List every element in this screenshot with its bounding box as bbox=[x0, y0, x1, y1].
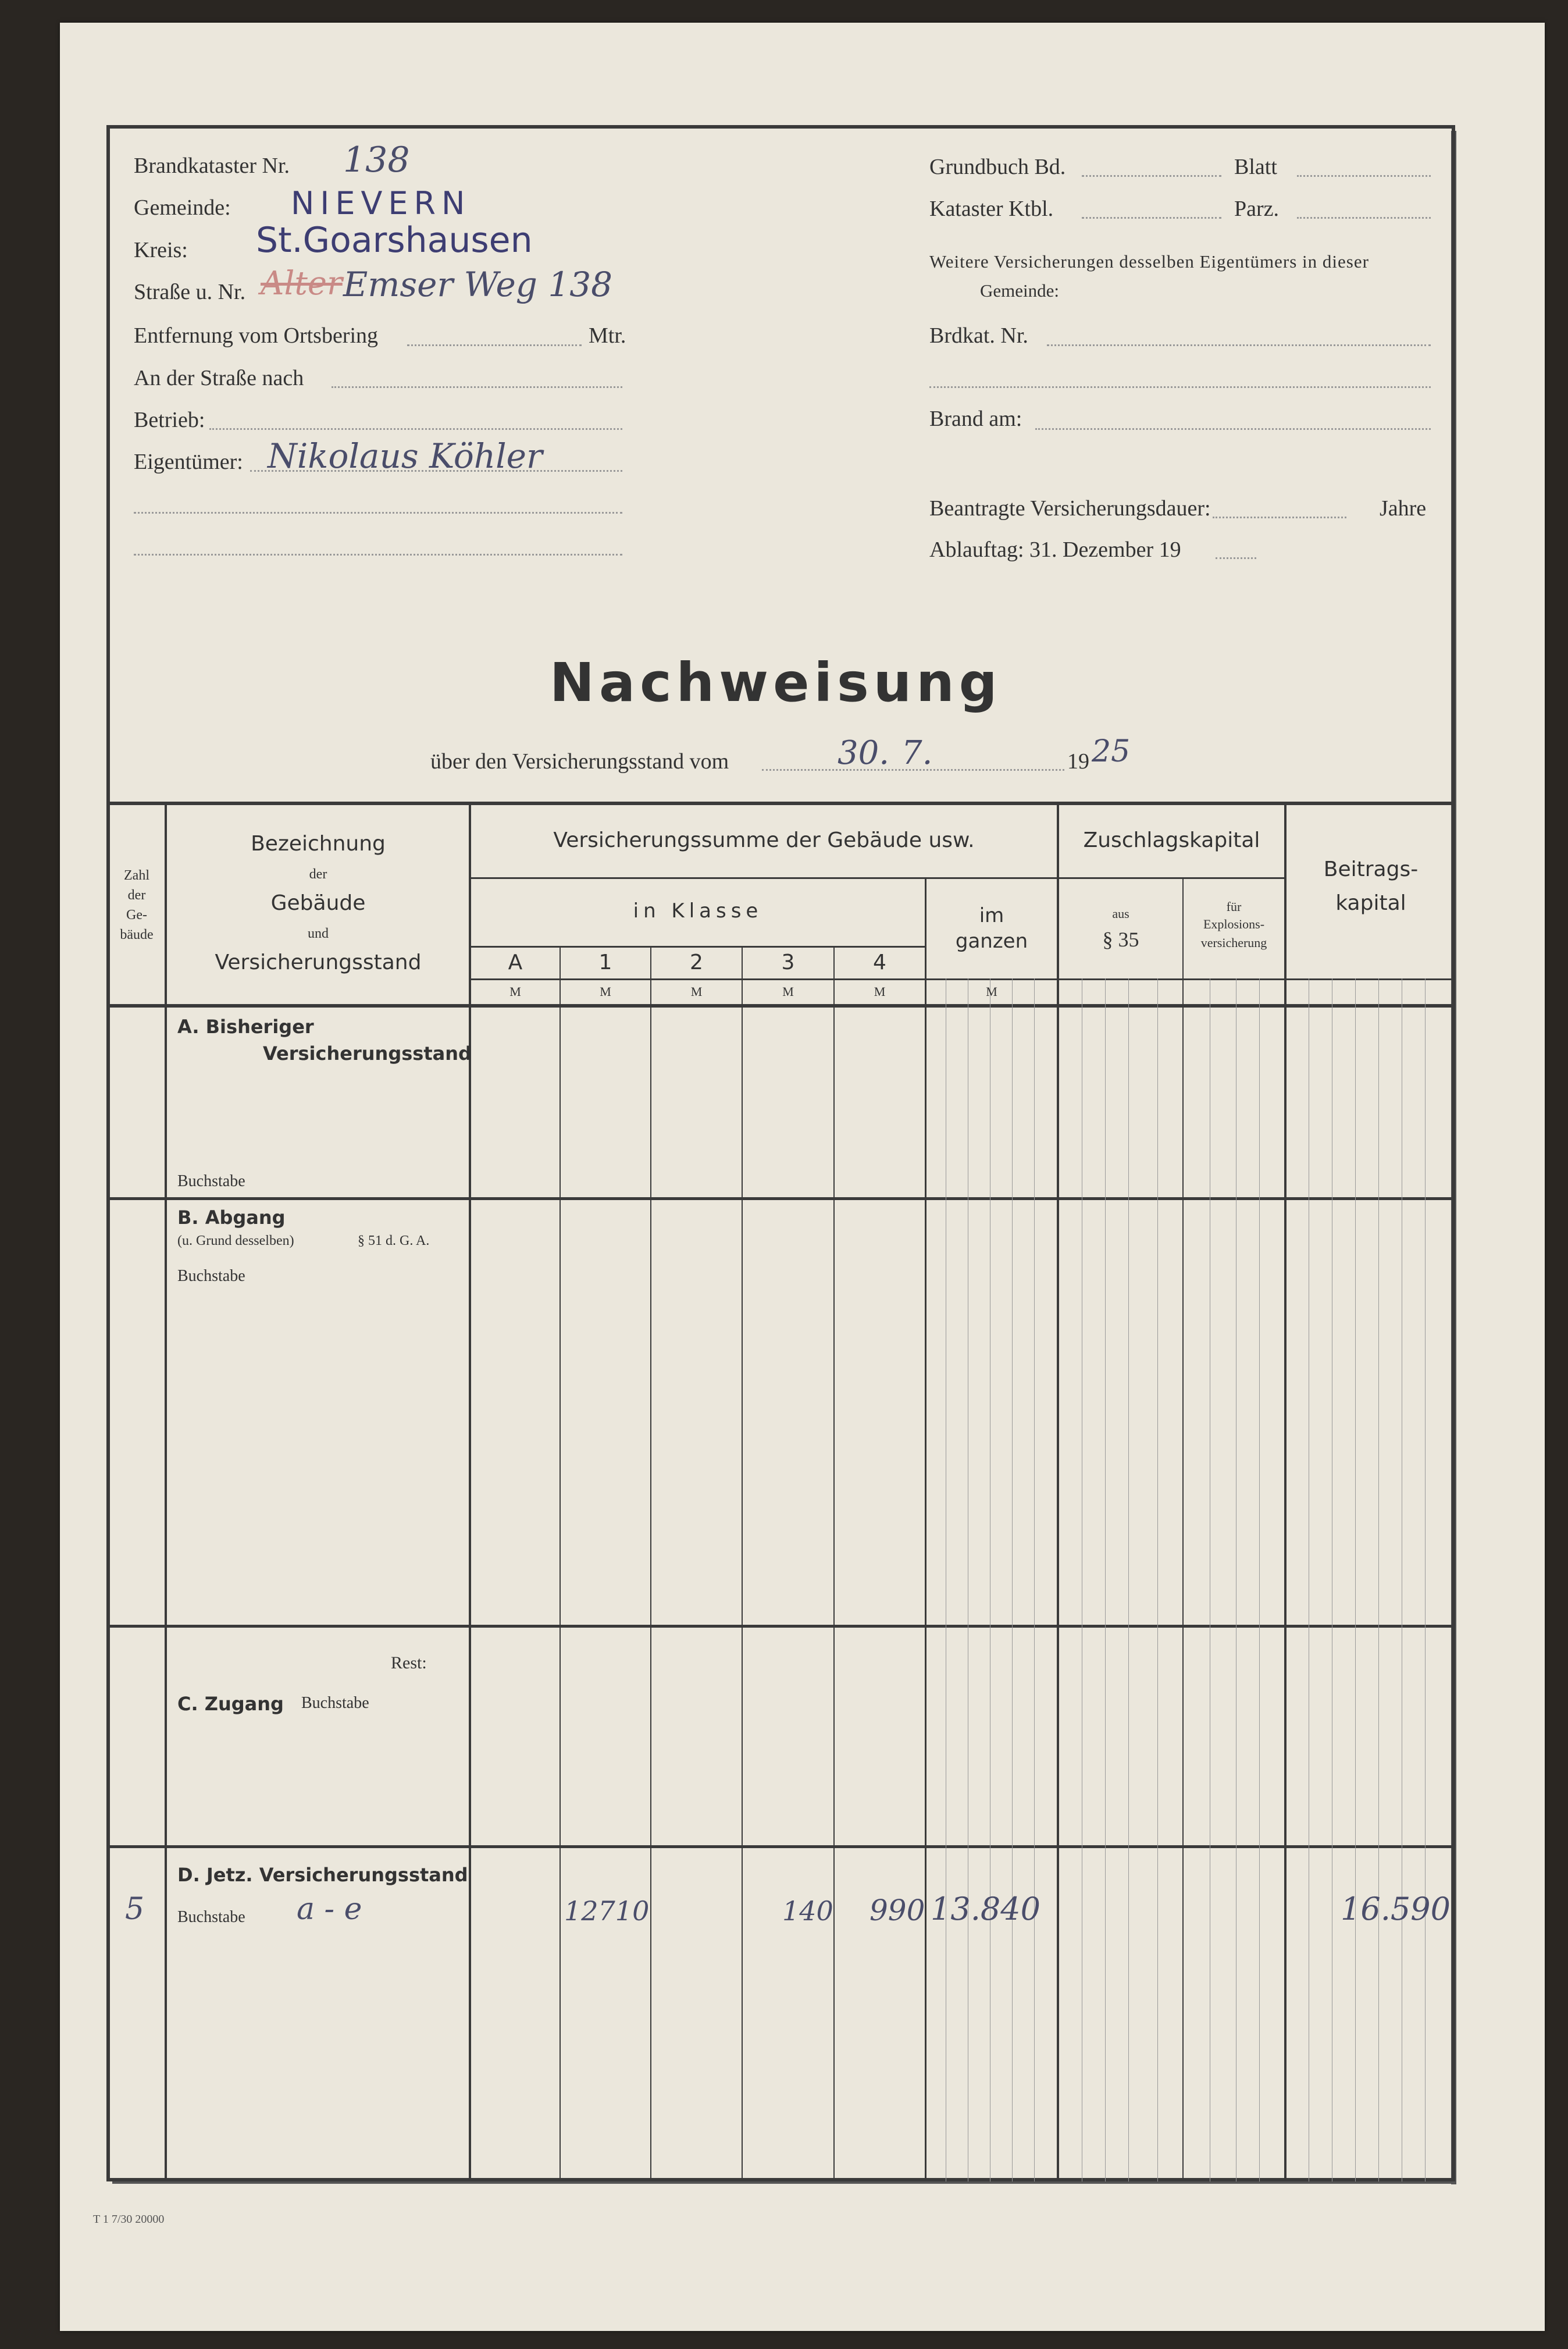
explosion-header-2: versicherung bbox=[1200, 935, 1267, 950]
ruling-line bbox=[1355, 978, 1356, 2181]
bezeichnung-header-und: und bbox=[308, 926, 329, 941]
grundbuch-label: Grundbuch Bd. bbox=[929, 155, 1066, 179]
kataster-dots bbox=[1082, 217, 1221, 219]
unit-label: M bbox=[690, 984, 703, 999]
an-der-strasse-dots bbox=[332, 386, 622, 388]
dauer-dots bbox=[1213, 517, 1346, 518]
section-d-buchstabe: Buchstabe bbox=[177, 1908, 245, 1926]
col-divider-1 bbox=[650, 946, 651, 2181]
ruling-line bbox=[1012, 978, 1013, 2181]
eigentuemer-dots bbox=[250, 470, 622, 472]
ablauftag-dots bbox=[1216, 557, 1256, 559]
gemeinde-stamp: NIEVERN bbox=[291, 185, 471, 222]
brdkat-dots-2 bbox=[929, 386, 1431, 388]
betrieb-dots bbox=[209, 428, 622, 430]
beitrag-header-2: kapital bbox=[1335, 891, 1406, 915]
row-d-klasse-3: 140 bbox=[782, 1895, 833, 1927]
year-prefix: 19 bbox=[1067, 749, 1089, 774]
table-header-bottom bbox=[106, 1004, 1455, 1008]
section-b-divider bbox=[106, 1625, 1455, 1628]
year-value: 25 bbox=[1092, 734, 1131, 769]
an-der-strasse-label: An der Straße nach bbox=[134, 366, 304, 390]
im-ganzen-header-2: ganzen bbox=[955, 930, 1028, 953]
ablauftag-label: Ablauftag: 31. Dezember 19 bbox=[929, 538, 1181, 562]
row-d-im-ganzen: 13.840 bbox=[931, 1891, 1040, 1927]
entfernung-dots bbox=[407, 344, 582, 346]
kataster-label: Kataster Ktbl. bbox=[929, 197, 1054, 221]
section-a-title-2: Versicherungsstand bbox=[263, 1042, 472, 1065]
klasse-4-header: 4 bbox=[873, 951, 886, 974]
fuer-header: für bbox=[1226, 899, 1242, 914]
row-d-klasse-4: 990 bbox=[869, 1894, 925, 1927]
header-line-klasse bbox=[470, 946, 925, 948]
ruling-line bbox=[1128, 978, 1129, 2181]
section-a-buchstabe: Buchstabe bbox=[177, 1172, 245, 1190]
kreis-label: Kreis: bbox=[134, 238, 188, 262]
form-code: T 1 7/30 20000 bbox=[93, 2213, 165, 2226]
section-b-par: § 51 d. G. A. bbox=[358, 1233, 430, 1248]
col-divider-bezeichnung bbox=[469, 802, 471, 2181]
row-d-buchstabe: a - e bbox=[297, 1892, 362, 1927]
header-line-units bbox=[470, 978, 1455, 980]
bezeichnung-header-3: Versicherungsstand bbox=[215, 951, 422, 974]
klasse-1-header: 1 bbox=[598, 951, 612, 974]
brandkataster-label: Brandkataster Nr. bbox=[134, 154, 290, 178]
col-divider-explosion bbox=[1284, 802, 1287, 2181]
ruling-line bbox=[1259, 978, 1260, 2181]
section-b-sub: (u. Grund desselben) bbox=[177, 1233, 294, 1248]
date-day: 30. bbox=[838, 734, 890, 772]
col-divider-ganzen bbox=[1057, 802, 1059, 2181]
beitrag-header-1: Beitrags- bbox=[1323, 857, 1419, 881]
col-divider-zahl bbox=[165, 802, 167, 2181]
klasse-3-header: 3 bbox=[781, 951, 795, 974]
row-d-beitragskapital: 16.590 bbox=[1341, 1891, 1451, 1927]
unit-label: M bbox=[874, 984, 886, 999]
col-divider-3 bbox=[833, 946, 835, 2181]
grundbuch-dots bbox=[1082, 175, 1221, 177]
col-divider-2 bbox=[742, 946, 743, 2181]
col-divider-aus35 bbox=[1182, 877, 1184, 2181]
table-top-border bbox=[106, 802, 1455, 805]
section-d-title: D. Jetz. Versicherungsstand bbox=[177, 1864, 468, 1886]
aus-header: aus bbox=[1112, 906, 1129, 921]
eigentuemer-dots-2 bbox=[134, 512, 622, 514]
entfernung-unit: Mtr. bbox=[589, 323, 626, 348]
header-line-1 bbox=[470, 877, 1284, 879]
unit-label: M bbox=[782, 984, 794, 999]
section-c-buchstabe: Buchstabe bbox=[301, 1694, 369, 1712]
jahre-label: Jahre bbox=[1380, 496, 1427, 521]
dauer-label: Beantragte Versicherungsdauer: bbox=[929, 496, 1211, 521]
ruling-line bbox=[1034, 978, 1035, 2181]
entfernung-label: Entfernung vom Ortsbering bbox=[134, 323, 379, 348]
zuschlag-header: Zuschlagskapital bbox=[1083, 828, 1260, 852]
bezeichnung-header-2: Gebäude bbox=[270, 891, 366, 915]
unit-label: M bbox=[509, 984, 521, 999]
document-title: Nachweisung bbox=[550, 652, 1002, 714]
eigentuemer-value: Nikolaus Köhler bbox=[268, 436, 543, 476]
klasse-a-header: A bbox=[508, 951, 523, 974]
section-b-title: B. Abgang bbox=[177, 1206, 286, 1229]
par35-header: § 35 bbox=[1102, 928, 1139, 951]
parz-dots bbox=[1297, 217, 1431, 219]
row-d-zahl: 5 bbox=[125, 1892, 145, 1927]
section-b-buchstabe: Buchstabe bbox=[177, 1267, 245, 1285]
brandkataster-value: 138 bbox=[343, 140, 410, 180]
in-klasse-header: in Klasse bbox=[633, 899, 763, 923]
row-d-klasse-1: 12710 bbox=[564, 1895, 650, 1927]
zahl-header: Zahl der Ge- bäude bbox=[120, 868, 154, 942]
versicherungssumme-header: Versicherungssumme der Gebäude usw. bbox=[553, 828, 975, 852]
blatt-dots bbox=[1297, 175, 1431, 177]
unit-label: M bbox=[986, 984, 997, 999]
brdkat-dots bbox=[1047, 344, 1431, 346]
eigentuemer-label: Eigentümer: bbox=[134, 450, 243, 474]
col-divider-4 bbox=[925, 877, 926, 2181]
date-month: 7. bbox=[901, 734, 933, 772]
gemeinde-label: Gemeinde: bbox=[134, 195, 231, 220]
bezeichnung-header-der: der bbox=[309, 867, 327, 882]
ruling-line bbox=[1378, 978, 1379, 2181]
blatt-label: Blatt bbox=[1234, 155, 1277, 179]
section-a-title: A. Bisheriger bbox=[177, 1016, 314, 1038]
section-c-title: C. Zugang bbox=[177, 1693, 284, 1715]
im-ganzen-header-1: im bbox=[979, 904, 1004, 927]
kreis-stamp: St.Goarshausen bbox=[256, 220, 533, 261]
bezeichnung-header-1: Bezeichnung bbox=[251, 832, 386, 856]
explosion-header-1: Explosions- bbox=[1203, 917, 1265, 931]
brdkat-label: Brdkat. Nr. bbox=[929, 323, 1028, 348]
rest-label: Rest: bbox=[391, 1653, 427, 1672]
col-divider-a bbox=[560, 946, 561, 2181]
ruling-line bbox=[1425, 978, 1426, 2181]
subtitle-label: über den Versicherungsstand vom bbox=[430, 749, 729, 774]
ruling-line bbox=[1105, 978, 1106, 2181]
ruling-line bbox=[1157, 978, 1158, 2181]
section-c-divider bbox=[106, 1845, 1455, 1848]
eigentuemer-dots-3 bbox=[134, 554, 622, 556]
weitere-line2: Gemeinde: bbox=[980, 280, 1060, 301]
parz-label: Parz. bbox=[1234, 197, 1280, 221]
brand-label: Brand am: bbox=[929, 407, 1022, 431]
weitere-line1: Weitere Versicherungen desselben Eigentümers in dieser bbox=[929, 251, 1369, 272]
unit-label: M bbox=[600, 984, 611, 999]
section-a-divider bbox=[106, 1197, 1455, 1200]
strasse-value: Emser Weg 138 bbox=[343, 265, 613, 304]
strasse-struck-word: Alter bbox=[261, 265, 343, 302]
strasse-label: Straße u. Nr. bbox=[134, 280, 246, 304]
klasse-2-header: 2 bbox=[690, 951, 703, 974]
brand-dots bbox=[1035, 428, 1431, 430]
betrieb-label: Betrieb: bbox=[134, 408, 205, 432]
